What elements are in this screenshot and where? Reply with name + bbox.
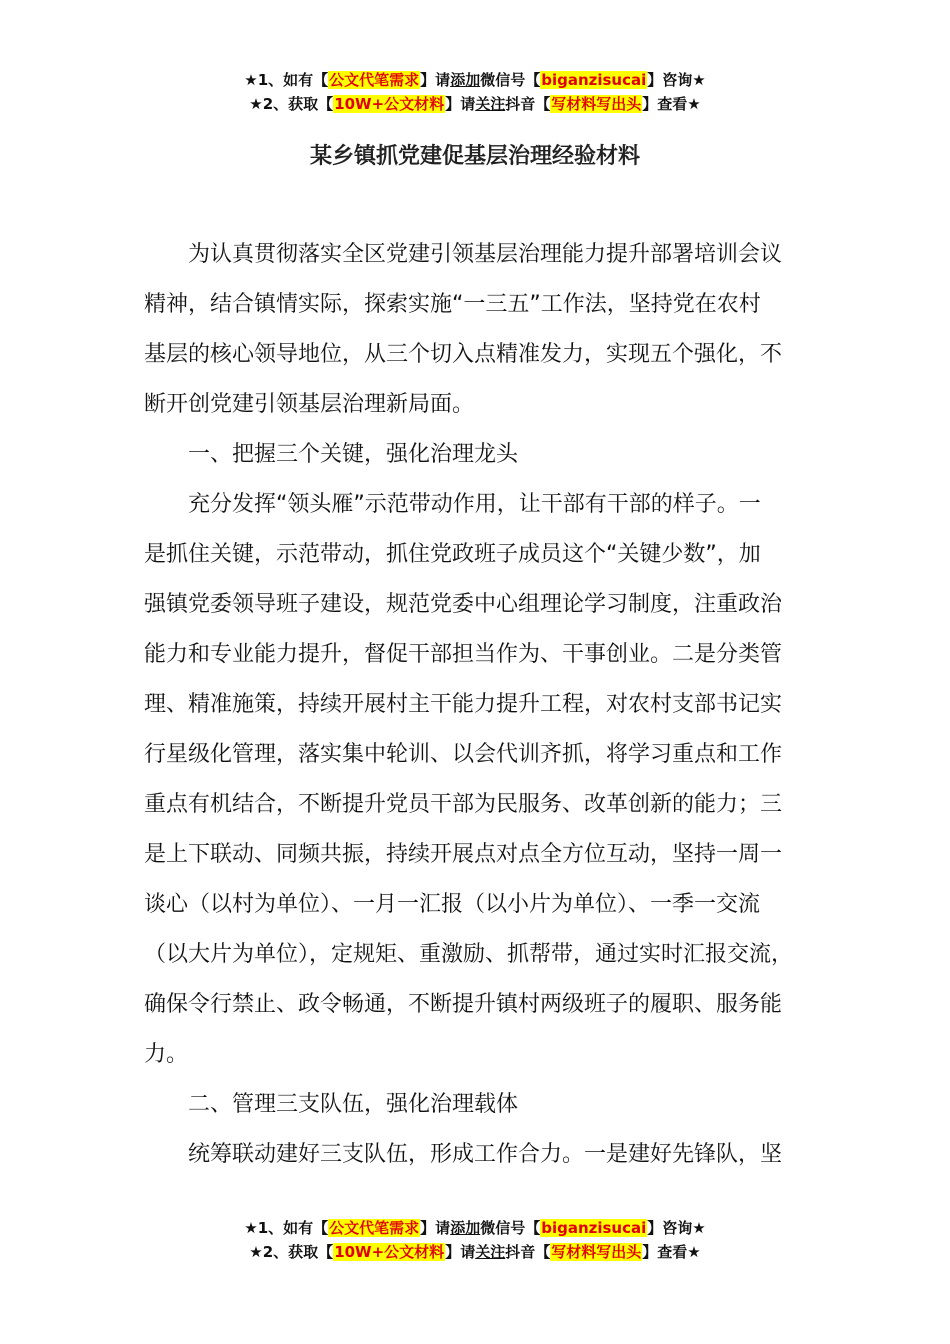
text-line: 确保令行禁止、政令畅通，不断提升镇村两级班子的履职、服务能 [144, 992, 783, 1017]
banner-text: ★1、如有【 [244, 1219, 329, 1237]
banner-text: 】请 [445, 1243, 476, 1261]
header-banner [0, 68, 950, 116]
text-line: 理、精准施策，持续开展村主干能力提升工程，对农村支部书记实 [144, 692, 783, 717]
section-heading: 二、管理三支队伍，强化治理载体 [188, 1092, 519, 1117]
text-line: 能力和专业能力提升，督促干部担当作为、干事创业。二是分类管 [144, 642, 783, 667]
document-body [144, 230, 834, 1180]
text-line: 是抓住关键，示范带动，抓住党政班子成员这个“关键少数”，加 [144, 542, 761, 567]
banner-highlight: 10W+公文材料 [334, 1243, 445, 1261]
banner-text: ★2、获取【 [249, 95, 334, 113]
footer-banner [0, 1216, 950, 1264]
document-title: 某乡镇抓党建促基层治理经验材料 [309, 144, 640, 169]
text-line: 力。 [144, 1042, 189, 1067]
banner-text: ★1、如有【 [244, 71, 329, 89]
text-line: 充分发挥“领头雁”示范带动作用，让干部有干部的样子。一 [188, 492, 761, 517]
banner-highlight: 10W+公文材料 [334, 95, 445, 113]
banner-line-1 [0, 1216, 950, 1240]
banner-text: 】咨询★ [647, 1219, 706, 1237]
text-line: 为认真贯彻落实全区党建引领基层治理能力提升部署培训会议 [188, 242, 783, 267]
section-heading: 一、把握三个关键，强化治理龙头 [188, 442, 519, 467]
text-line: 统筹联动建好三支队伍，形成工作合力。一是建好先锋队，坚 [188, 1142, 783, 1167]
banner-line-2 [0, 1240, 950, 1264]
text-line: 谈心（以村为单位）、一月一汇报（以小片为单位）、一季一交流 [144, 892, 761, 917]
banner-text: 】咨询★ [647, 71, 706, 89]
text-line: 重点有机结合，不断提升党员干部为民服务、改革创新的能力；三 [144, 792, 783, 817]
banner-underlined: 添加 [450, 1219, 481, 1237]
banner-text: 抖音【 [505, 1243, 551, 1261]
banner-text: ★2、获取【 [249, 1243, 334, 1261]
banner-line-1 [0, 68, 950, 92]
banner-text: 】请 [420, 1219, 451, 1237]
banner-text: 】查看★ [642, 95, 701, 113]
text-line: 行星级化管理，落实集中轮训、以会代训齐抓，将学习重点和工作 [144, 742, 783, 767]
banner-underlined: 添加 [450, 71, 481, 89]
banner-text: 】请 [445, 95, 476, 113]
text-line: 基层的核心领导地位，从三个切入点精准发力，实现五个强化，不 [144, 342, 783, 367]
banner-text: 抖音【 [505, 95, 551, 113]
banner-highlight: biganzisucai [541, 71, 647, 89]
banner-highlight: 公文代笔需求 [329, 1219, 420, 1237]
banner-text: 】请 [420, 71, 451, 89]
text-line: （以大片为单位），定规矩、重激励、抓帮带，通过实时汇报交流， [144, 942, 794, 967]
banner-highlight: 写材料写出头 [551, 95, 642, 113]
banner-line-2 [0, 92, 950, 116]
banner-text: 】查看★ [642, 1243, 701, 1261]
banner-underlined: 关注 [475, 1243, 506, 1261]
text-line: 断开创党建引领基层治理新局面。 [144, 392, 475, 417]
banner-underlined: 关注 [475, 95, 506, 113]
banner-text: 微信号【 [480, 71, 541, 89]
text-line: 强镇党委领导班子建设，规范党委中心组理论学习制度，注重政治 [144, 592, 783, 617]
text-line: 精神，结合镇情实际，探索实施“一三五”工作法，坚持党在农村 [144, 292, 761, 317]
banner-highlight: biganzisucai [541, 1219, 647, 1237]
banner-highlight: 公文代笔需求 [329, 71, 420, 89]
banner-highlight: 写材料写出头 [551, 1243, 642, 1261]
banner-text: 微信号【 [480, 1219, 541, 1237]
text-line: 是上下联动、同频共振，持续开展点对点全方位互动，坚持一周一 [144, 842, 783, 867]
